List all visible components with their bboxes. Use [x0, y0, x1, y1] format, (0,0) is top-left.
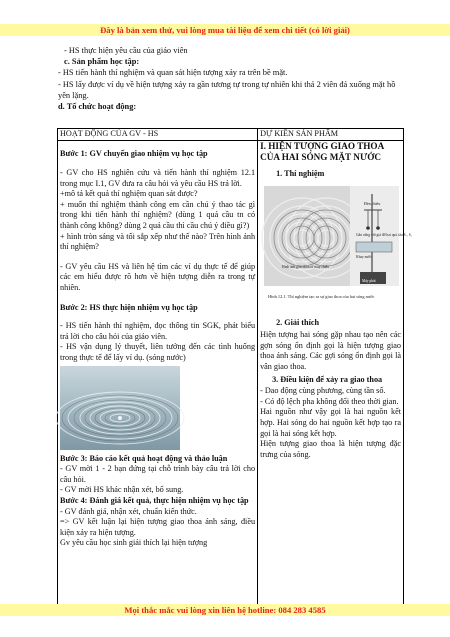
- activity-table: [57, 128, 413, 608]
- step-1-text: - GV yêu cầu HS và liên hệ tìm các ví dụ thực tế để giúp các em hiểu được rõ hơn về hiện tượng diễn ra trong tự nhiên.: [60, 261, 256, 292]
- figure-caption: Hình 12.1. Thí nghiệm tạo ra sự giao thoa của hai sóng nước: [268, 293, 375, 299]
- step-1-text: - GV cho HS nghiên cứu và tiến hành thí nghiệm 12.1 trong mục I.1, GV đưa ra câu hỏi và yêu cầu HS trả lời.: [60, 167, 256, 188]
- subsection-conditions: 3. Điều kiện để xảy ra giao thoa: [272, 374, 383, 384]
- step-4-text: - GV đánh giá, nhận xét, chuẩn kiến thức.: [60, 506, 197, 516]
- figure-label: Gắn cứng với giá đỡ hai quả cầu S₁, S₂: [356, 232, 413, 237]
- step-4-title: Bước 4: Đánh giá kết quả, thực hiện nhiệm vụ học tập: [60, 496, 249, 506]
- table-header-row: [58, 129, 404, 141]
- question-text: + hình tròn sáng và tối sắp xếp như thế nào? Trên hình ảnh thí nghiệm?: [60, 231, 256, 252]
- step-2-text: - HS tiến hành thí nghiệm, đọc thông tin SGK, phát biểu trả lời cho câu hỏi của giáo viên.: [60, 321, 256, 341]
- teacher-student-activities-cell: [58, 141, 258, 608]
- condition-text: - Dao động cùng phương, cùng tần số.: [260, 386, 386, 396]
- expected-product-cell: [258, 141, 413, 608]
- figure-label: Máy phát: [362, 278, 376, 283]
- condition-text: Hiện tượng giao thoa là hiện tượng đặc trưng của sóng.: [260, 439, 401, 459]
- subsection-experiment: 1. Thí nghiệm: [276, 169, 325, 178]
- intro-line: - HS thực hiện yêu cầu của giáo viên: [64, 46, 188, 55]
- table-header-left: HOẠT ĐỘNG CỦA GV - HS: [58, 129, 258, 141]
- hotline-banner: Mọi thắc mắc vui lòng xin liên hệ hotline: 084 283 4585: [0, 604, 450, 616]
- subsection-explanation: 2. Giải thích: [276, 317, 320, 327]
- water-ripple-photo: [60, 366, 180, 450]
- section-heading: c. Sản phẩm học tập:: [64, 57, 140, 67]
- condition-text: - Có độ lệch pha không đổi theo thời gian.: [260, 396, 399, 406]
- preview-banner: Đây là bản xem thử, vui lòng mua tài liệu để xem chi tiết (có lời giải): [0, 24, 450, 36]
- step-4-text: Gv yêu cầu học sinh giải thích lại hiện tượng: [60, 538, 208, 548]
- intro-section: [58, 45, 398, 112]
- step-1-title: Bước 1: GV chuyển giao nhiệm vụ học tập: [60, 149, 208, 159]
- section-heading: d. Tổ chức hoạt động:: [58, 102, 137, 112]
- table-row: [58, 141, 404, 608]
- question-text: +mô tả kết quả thí nghiệm quan sát được?: [60, 189, 198, 199]
- step-2-text: - HS vận dụng lý thuyết, liên tưởng đến các tình huống trong thực tế để lấy ví dụ. (sóng nước): [60, 342, 256, 363]
- table-header-right: DỰ KIẾN SẢN PHẨM: [258, 129, 404, 141]
- question-text: + muốn thí nghiệm thành công em cần chú ý thao tác gì trong khi tiến hành thí nghiệm? (dùng 1 quả cầu tn có thành công không? dùng 2 quả cầu thì cầu chú ý điều gì?): [60, 199, 256, 230]
- step-4-text: => GV kết luận lại hiện tượng giao thoa ánh sáng, điều kiện xảy ra hiện tượng.: [60, 517, 256, 537]
- intro-line: - HS lấy được ví dụ về hiện tượng xảy ra gần tương tự trong tự nhiên khi thả 2 viên đá xuống mặt hồ yên lặng.: [58, 79, 396, 100]
- step-3-text: - GV mời 1 - 2 bạn đứng tại chỗ trình bày câu trả lời cho câu hỏi.: [60, 464, 256, 484]
- step-3-title: Bước 3: Báo cáo kết quả hoạt động và thảo luận: [60, 453, 228, 463]
- intro-line: - HS tiến hành thí nghiệm và quan sát hiện tượng xảy ra trên bề mặt.: [58, 68, 288, 78]
- step-2-title: Bước 2: HS thực hiện nhiệm vụ học tập: [60, 302, 198, 312]
- source-label: Đèn chiếu: [364, 200, 381, 206]
- condition-text: Hai nguồn như vậy gọi là hai nguồn kết hợp. Hai sóng do hai nguồn kết hợp tạo ra gọi là hai sóng kết hợp.: [260, 407, 401, 438]
- step-3-text: - GV mời HS khác nhận xét, bổ sung.: [60, 485, 184, 495]
- section-title: I. HIỆN TƯỢNG GIAO THOA CỦA HAI SÓNG MẶT NƯỚC: [260, 141, 384, 162]
- explanation-text: Hiện tượng hai sóng gặp nhau tạo nên các gợn sóng ổn định gọi là hiện tượng giao thoa ánh sáng. Các gợi sóng ổn định gọi là vân giao thoa.: [260, 330, 401, 371]
- figure-label: Hình ảnh giao thoa từ máy chiếu: [282, 264, 330, 269]
- figure-label: Khay nước: [356, 254, 372, 259]
- interference-experiment-diagram: [264, 186, 413, 314]
